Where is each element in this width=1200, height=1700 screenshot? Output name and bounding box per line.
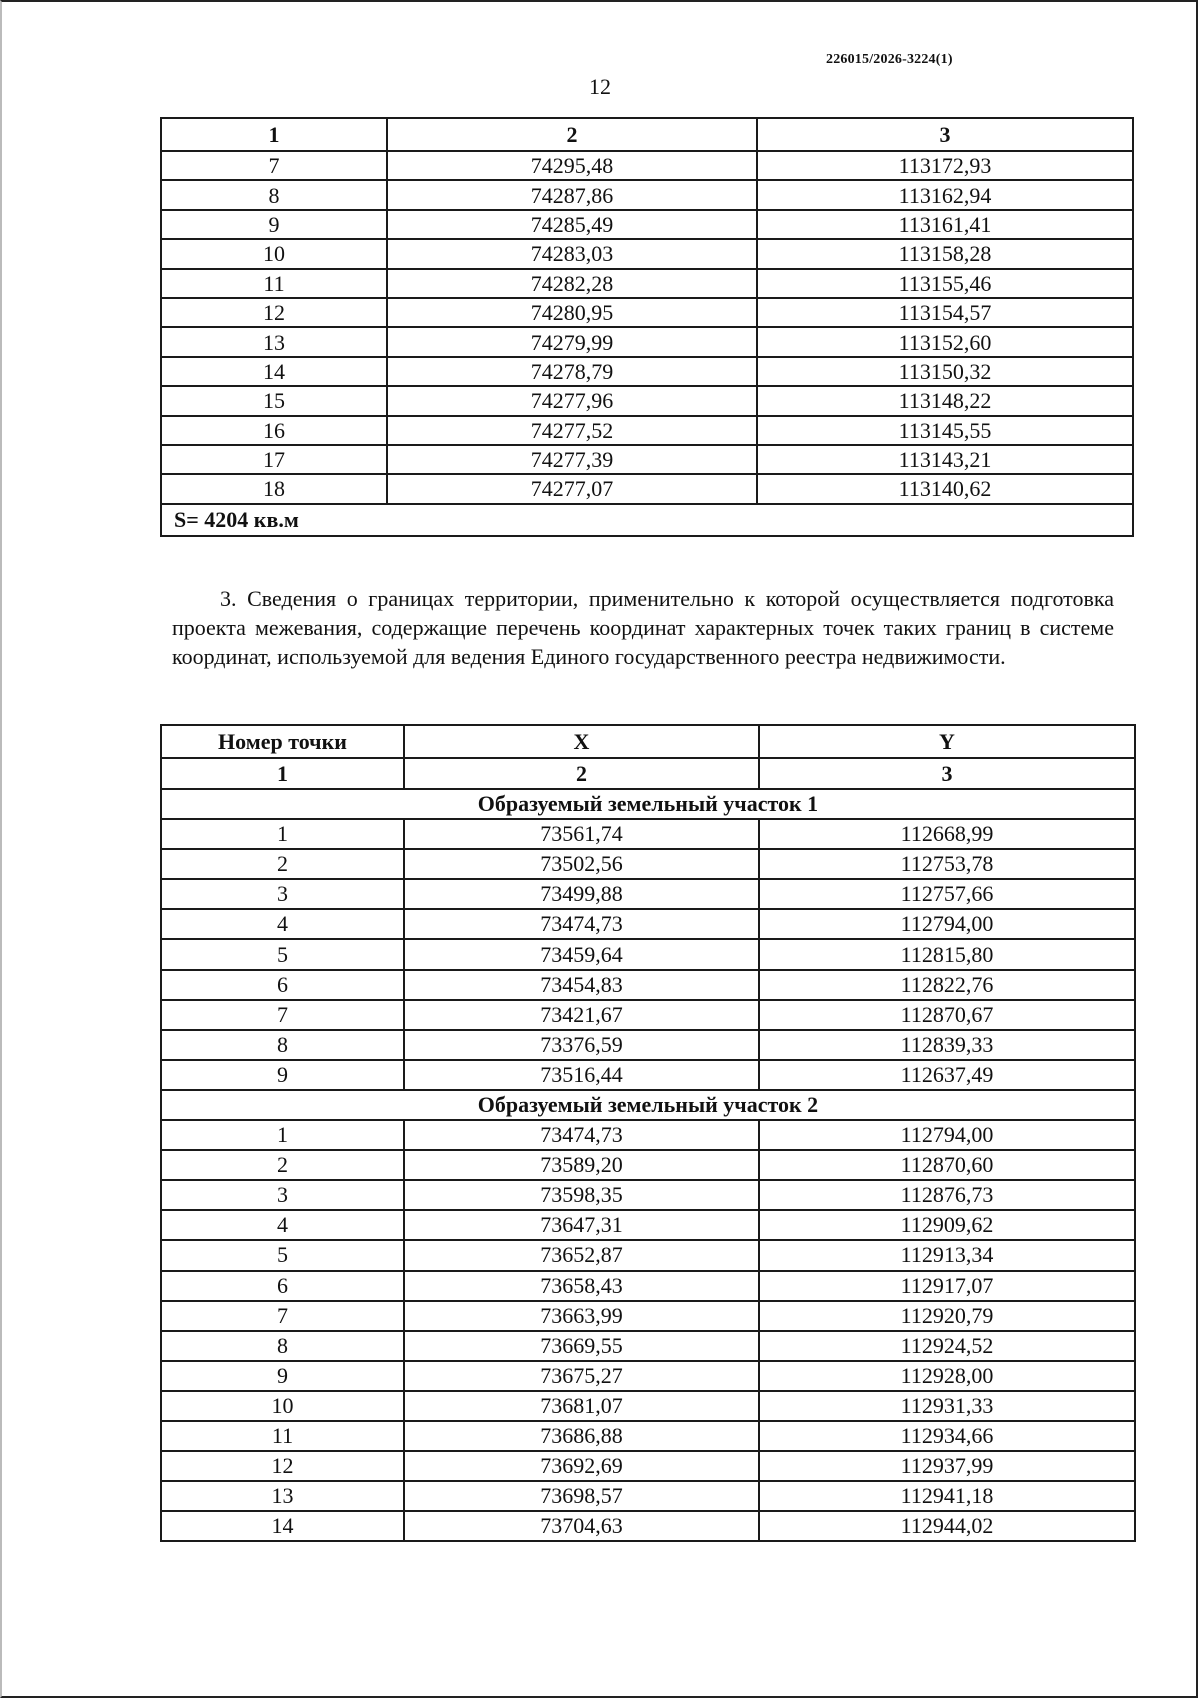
point-number-cell: 9 xyxy=(161,1060,404,1090)
table-row xyxy=(161,269,1133,298)
point-number-cell: 3 xyxy=(161,879,404,909)
table-row xyxy=(161,298,1133,327)
y-coordinate-cell: 112870,60 xyxy=(759,1150,1135,1180)
x-coordinate-cell: 73681,07 xyxy=(404,1391,759,1421)
boundary-coordinates-table xyxy=(160,724,1136,1542)
table-row xyxy=(161,1000,1135,1030)
y-coordinate-cell: 112815,80 xyxy=(759,939,1135,969)
column-number-cell: 2 xyxy=(387,118,757,151)
y-coordinate-cell: 112913,34 xyxy=(759,1240,1135,1270)
table-row xyxy=(161,180,1133,209)
y-coordinate-cell: 113154,57 xyxy=(757,298,1133,327)
x-coordinate-cell: 73686,88 xyxy=(404,1421,759,1451)
table-row xyxy=(161,1271,1135,1301)
x-coordinate-cell: 74295,48 xyxy=(387,151,757,180)
y-coordinate-cell: 112753,78 xyxy=(759,849,1135,879)
point-number-cell: 17 xyxy=(161,445,387,474)
table-row xyxy=(161,151,1133,180)
y-coordinate-cell: 112931,33 xyxy=(759,1391,1135,1421)
point-number-cell: 3 xyxy=(161,1180,404,1210)
header-x: X xyxy=(404,725,759,758)
y-coordinate-cell: 113162,94 xyxy=(757,180,1133,209)
table-header-row xyxy=(161,725,1135,758)
x-coordinate-cell: 73454,83 xyxy=(404,970,759,1000)
x-coordinate-cell: 74277,07 xyxy=(387,474,757,503)
x-coordinate-cell: 74279,99 xyxy=(387,327,757,356)
header-y: Y xyxy=(759,725,1135,758)
point-number-cell: 7 xyxy=(161,1000,404,1030)
x-coordinate-cell: 73698,57 xyxy=(404,1481,759,1511)
x-coordinate-cell: 73499,88 xyxy=(404,879,759,909)
table-row xyxy=(161,1180,1135,1210)
y-coordinate-cell: 113143,21 xyxy=(757,445,1133,474)
x-coordinate-cell: 73647,31 xyxy=(404,1210,759,1240)
point-number-cell: 7 xyxy=(161,1301,404,1331)
x-coordinate-cell: 73663,99 xyxy=(404,1301,759,1331)
y-coordinate-cell: 113158,28 xyxy=(757,239,1133,268)
table-row xyxy=(161,1451,1135,1481)
point-number-cell: 4 xyxy=(161,1210,404,1240)
x-coordinate-cell: 73421,67 xyxy=(404,1000,759,1030)
table-row xyxy=(161,239,1133,268)
x-coordinate-cell: 74277,96 xyxy=(387,386,757,415)
table-row xyxy=(161,819,1135,849)
x-coordinate-cell: 73669,55 xyxy=(404,1331,759,1361)
table-row xyxy=(161,357,1133,386)
point-number-cell: 14 xyxy=(161,357,387,386)
area-row xyxy=(161,504,1133,536)
table-row xyxy=(161,849,1135,879)
point-number-cell: 10 xyxy=(161,239,387,268)
y-coordinate-cell: 113148,22 xyxy=(757,386,1133,415)
column-number-cell: 3 xyxy=(759,758,1135,789)
y-coordinate-cell: 113150,32 xyxy=(757,357,1133,386)
x-coordinate-cell: 73589,20 xyxy=(404,1150,759,1180)
point-number-cell: 13 xyxy=(161,1481,404,1511)
y-coordinate-cell: 112870,67 xyxy=(759,1000,1135,1030)
area-value: S= 4204 кв.м xyxy=(161,504,1133,536)
y-coordinate-cell: 113172,93 xyxy=(757,151,1133,180)
point-number-cell: 8 xyxy=(161,1030,404,1060)
point-number-cell: 6 xyxy=(161,970,404,1000)
point-number-cell: 12 xyxy=(161,298,387,327)
point-number-cell: 11 xyxy=(161,1421,404,1451)
y-coordinate-cell: 112920,79 xyxy=(759,1301,1135,1331)
y-coordinate-cell: 112941,18 xyxy=(759,1481,1135,1511)
section-3-paragraph: 3. Сведения о границах территории, применительно к которой осуществляется подготовка проекта межевания, содержащие перечень координат характерных точек таких границ в системе координат, используемой для ведения Единого государственного реестра недвижимости. xyxy=(172,586,1114,669)
y-coordinate-cell: 112822,76 xyxy=(759,970,1135,1000)
table-row xyxy=(161,445,1133,474)
x-coordinate-cell: 73598,35 xyxy=(404,1180,759,1210)
section-title-row xyxy=(161,1090,1135,1120)
point-number-cell: 15 xyxy=(161,386,387,415)
point-number-cell: 8 xyxy=(161,1331,404,1361)
y-coordinate-cell: 113161,41 xyxy=(757,210,1133,239)
y-coordinate-cell: 113145,55 xyxy=(757,416,1133,445)
table-row xyxy=(161,1240,1135,1270)
y-coordinate-cell: 113140,62 xyxy=(757,474,1133,503)
table-row xyxy=(161,1361,1135,1391)
point-number-cell: 2 xyxy=(161,849,404,879)
x-coordinate-cell: 73652,87 xyxy=(404,1240,759,1270)
table-row xyxy=(161,1030,1135,1060)
y-coordinate-cell: 112757,66 xyxy=(759,879,1135,909)
point-number-cell: 12 xyxy=(161,1451,404,1481)
x-coordinate-cell: 73502,56 xyxy=(404,849,759,879)
y-coordinate-cell: 112876,73 xyxy=(759,1180,1135,1210)
table-row xyxy=(161,416,1133,445)
point-number-cell: 5 xyxy=(161,939,404,969)
x-coordinate-cell: 74287,86 xyxy=(387,180,757,209)
y-coordinate-cell: 112928,00 xyxy=(759,1361,1135,1391)
table-column-numbers xyxy=(161,118,1133,151)
x-coordinate-cell: 74278,79 xyxy=(387,357,757,386)
section-title-row xyxy=(161,789,1135,819)
x-coordinate-cell: 73658,43 xyxy=(404,1271,759,1301)
column-number-cell: 3 xyxy=(757,118,1133,151)
coordinates-table-continued xyxy=(160,117,1134,537)
table-row xyxy=(161,1391,1135,1421)
point-number-cell: 4 xyxy=(161,909,404,939)
y-coordinate-cell: 112934,66 xyxy=(759,1421,1135,1451)
header-point-number: Номер точки xyxy=(161,725,404,758)
y-coordinate-cell: 112909,62 xyxy=(759,1210,1135,1240)
y-coordinate-cell: 112924,52 xyxy=(759,1331,1135,1361)
y-coordinate-cell: 112668,99 xyxy=(759,819,1135,849)
column-number-cell: 1 xyxy=(161,118,387,151)
page-number: 12 xyxy=(589,74,611,99)
document-number: 226015/2026-3224(1) xyxy=(826,52,953,67)
y-coordinate-cell: 112794,00 xyxy=(759,909,1135,939)
x-coordinate-cell: 74277,39 xyxy=(387,445,757,474)
table-row xyxy=(161,1331,1135,1361)
section-title: Образуемый земельный участок 1 xyxy=(161,789,1135,819)
y-coordinate-cell: 112944,02 xyxy=(759,1511,1135,1541)
point-number-cell: 1 xyxy=(161,819,404,849)
x-coordinate-cell: 74282,28 xyxy=(387,269,757,298)
x-coordinate-cell: 74283,03 xyxy=(387,239,757,268)
table-row xyxy=(161,970,1135,1000)
table-row xyxy=(161,1060,1135,1090)
y-coordinate-cell: 112794,00 xyxy=(759,1120,1135,1150)
table-row xyxy=(161,474,1133,503)
table-row xyxy=(161,909,1135,939)
y-coordinate-cell: 113155,46 xyxy=(757,269,1133,298)
table-row xyxy=(161,939,1135,969)
column-number-cell: 2 xyxy=(404,758,759,789)
point-number-cell: 2 xyxy=(161,1150,404,1180)
x-coordinate-cell: 73376,59 xyxy=(404,1030,759,1060)
table-row xyxy=(161,1421,1135,1451)
table-row xyxy=(161,210,1133,239)
point-number-cell: 1 xyxy=(161,1120,404,1150)
point-number-cell: 5 xyxy=(161,1240,404,1270)
table-row xyxy=(161,879,1135,909)
point-number-cell: 13 xyxy=(161,327,387,356)
point-number-cell: 7 xyxy=(161,151,387,180)
y-coordinate-cell: 112917,07 xyxy=(759,1271,1135,1301)
table-row xyxy=(161,1150,1135,1180)
y-coordinate-cell: 113152,60 xyxy=(757,327,1133,356)
x-coordinate-cell: 73692,69 xyxy=(404,1451,759,1481)
table-row xyxy=(161,327,1133,356)
point-number-cell: 14 xyxy=(161,1511,404,1541)
point-number-cell: 6 xyxy=(161,1271,404,1301)
x-coordinate-cell: 74277,52 xyxy=(387,416,757,445)
table-row xyxy=(161,386,1133,415)
point-number-cell: 18 xyxy=(161,474,387,503)
table-row xyxy=(161,1301,1135,1331)
point-number-cell: 11 xyxy=(161,269,387,298)
table-row xyxy=(161,1210,1135,1240)
x-coordinate-cell: 73561,74 xyxy=(404,819,759,849)
x-coordinate-cell: 73459,64 xyxy=(404,939,759,969)
column-number-cell: 1 xyxy=(161,758,404,789)
x-coordinate-cell: 73704,63 xyxy=(404,1511,759,1541)
point-number-cell: 8 xyxy=(161,180,387,209)
table-column-numbers xyxy=(161,758,1135,789)
point-number-cell: 10 xyxy=(161,1391,404,1421)
point-number-cell: 9 xyxy=(161,210,387,239)
table-row xyxy=(161,1511,1135,1541)
table-row xyxy=(161,1120,1135,1150)
section-title: Образуемый земельный участок 2 xyxy=(161,1090,1135,1120)
point-number-cell: 9 xyxy=(161,1361,404,1391)
x-coordinate-cell: 73675,27 xyxy=(404,1361,759,1391)
y-coordinate-cell: 112937,99 xyxy=(759,1451,1135,1481)
y-coordinate-cell: 112839,33 xyxy=(759,1030,1135,1060)
x-coordinate-cell: 74285,49 xyxy=(387,210,757,239)
x-coordinate-cell: 73474,73 xyxy=(404,1120,759,1150)
y-coordinate-cell: 112637,49 xyxy=(759,1060,1135,1090)
x-coordinate-cell: 73516,44 xyxy=(404,1060,759,1090)
x-coordinate-cell: 74280,95 xyxy=(387,298,757,327)
point-number-cell: 16 xyxy=(161,416,387,445)
table-row xyxy=(161,1481,1135,1511)
x-coordinate-cell: 73474,73 xyxy=(404,909,759,939)
